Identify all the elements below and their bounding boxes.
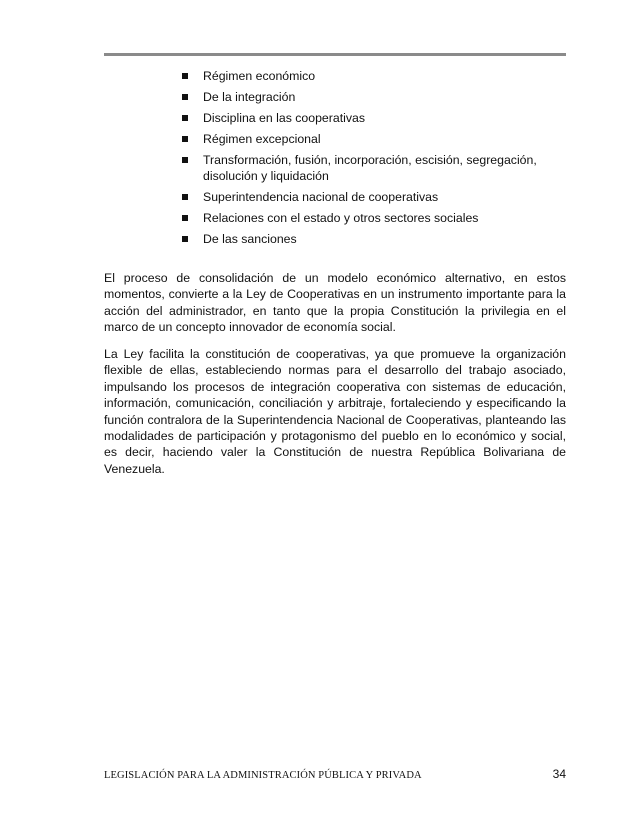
bullet-square-icon bbox=[182, 115, 188, 121]
list-item-text: Relaciones con el estado y otros sectores sociales bbox=[203, 211, 479, 225]
list-item bbox=[182, 152, 566, 184]
body-paragraph-1: El proceso de consolidación de un modelo económico alternativo, en estos momentos, convierte a la Ley de Cooperativas en un instrumento importante para la acción del administrador, en tanto que la propia Constitución la privilegia en el marco de un concepto innovador de economía social. bbox=[104, 271, 566, 335]
list-item bbox=[182, 189, 566, 205]
list-item bbox=[182, 89, 566, 105]
body-paragraph-2: La Ley facilita la constitución de cooperativas, ya que promueve la organización flexible de ellas, estableciendo normas para el desarrollo del trabajo asociado, impulsando los procesos de integración cooperativa con sistemas de educación, información, comunicación, conciliación y arbitraje, fortaleciendo y especificando la función contralora de la Superintendencia Nacional de Cooperativas, planteando las modalidades de participación y protagonismo del pueblo en lo económico y social, es decir, haciendo valer la Constitución de nuestra República Bolivariana de Venezuela. bbox=[104, 347, 566, 476]
topics-bullet-list bbox=[182, 68, 566, 252]
bullet-square-icon bbox=[182, 194, 188, 200]
page-number: 34 bbox=[552, 767, 566, 781]
bullet-square-icon bbox=[182, 73, 188, 79]
list-item bbox=[182, 131, 566, 147]
list-item bbox=[182, 68, 566, 84]
bullet-square-icon bbox=[182, 215, 188, 221]
bullet-square-icon bbox=[182, 136, 188, 142]
list-item-text: Régimen excepcional bbox=[203, 132, 321, 146]
list-item-text: De las sanciones bbox=[203, 232, 297, 246]
header-rule bbox=[104, 53, 566, 56]
list-item-text: Disciplina en las cooperativas bbox=[203, 111, 365, 125]
bullet-square-icon bbox=[182, 236, 188, 242]
list-item-text: Transformación, fusión, incorporación, escisión, segregación, disolución y liquidación bbox=[203, 153, 537, 183]
list-item bbox=[182, 231, 566, 247]
list-item-text: Superintendencia nacional de cooperativas bbox=[203, 190, 439, 204]
bullet-square-icon bbox=[182, 94, 188, 100]
list-item-text: De la integración bbox=[203, 90, 296, 104]
list-item-text: Régimen económico bbox=[203, 69, 316, 83]
bullet-square-icon bbox=[182, 157, 188, 163]
list-item bbox=[182, 210, 566, 226]
page-footer bbox=[104, 767, 566, 781]
footer-title: LEGISLACIÓN PARA LA ADMINISTRACIÓN PÚBLICA Y PRIVADA bbox=[104, 770, 422, 781]
list-item bbox=[182, 110, 566, 126]
